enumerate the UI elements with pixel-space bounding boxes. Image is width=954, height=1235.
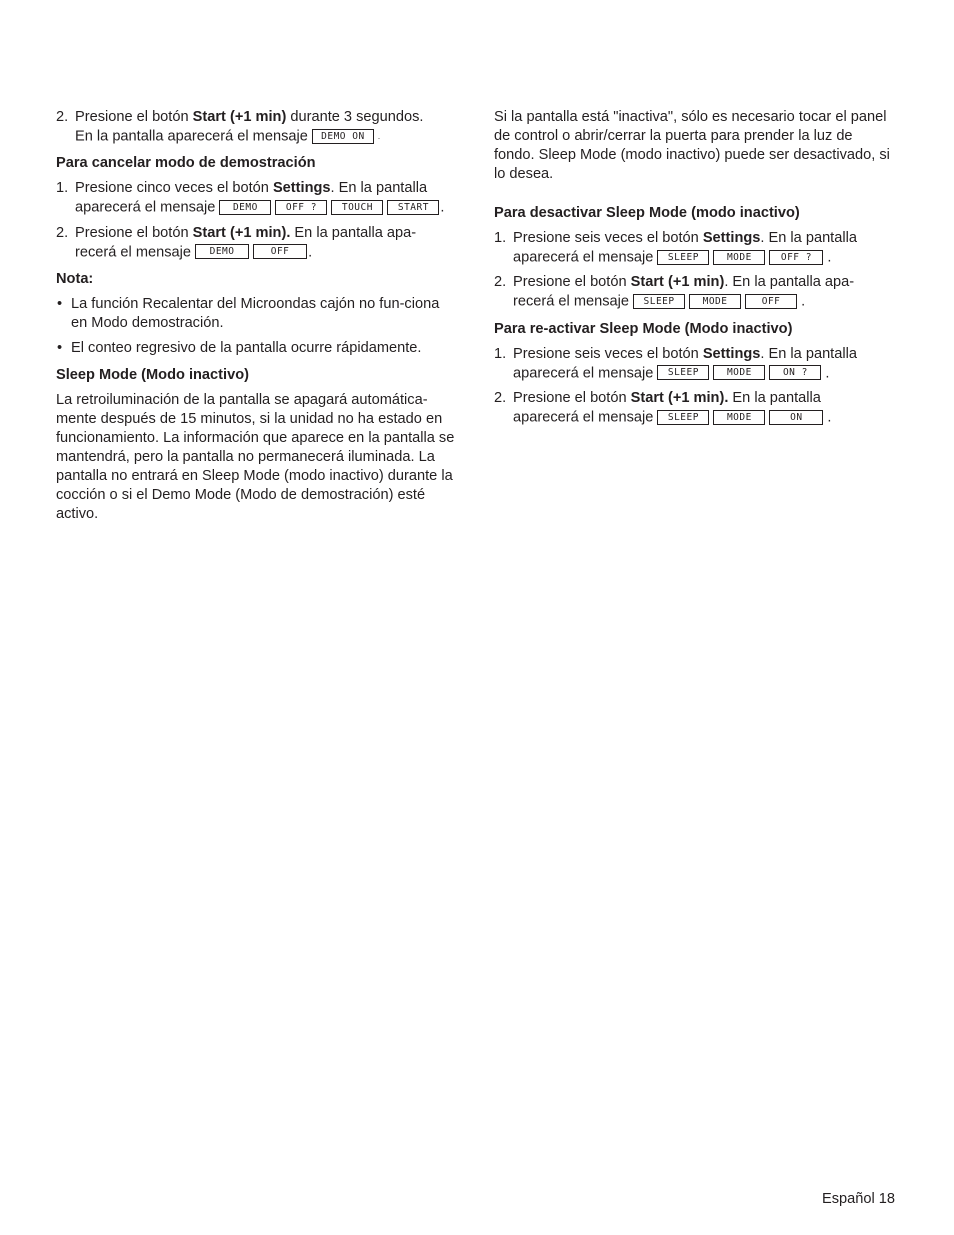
lcd-segment: MODE [713, 365, 765, 380]
deactivate-step-1 [494, 229, 894, 267]
step-text-pre: Presione seis veces el botón [513, 230, 703, 246]
deactivate-step-2 [494, 273, 894, 311]
step-text-line2: aparecerá el mensaje [513, 409, 654, 426]
step-number: 1. [494, 345, 507, 362]
lcd-message [312, 127, 381, 146]
step-number: 2. [56, 224, 69, 241]
bullet-icon: • [57, 340, 63, 357]
lcd-segment: START [387, 200, 439, 215]
step-text-pre: Presione cinco veces el botón [75, 180, 273, 197]
step-text-post: durante 3 segundos. [286, 109, 424, 125]
start-button-label: Start (+1 min) [630, 274, 725, 291]
step-number: 1. [56, 180, 69, 197]
step-text-post: En la pantalla [728, 390, 821, 407]
step-text-post: En la pantalla apa- [290, 224, 417, 241]
nota-heading: Nota: [56, 271, 94, 288]
lcd-segment: OFF ? [275, 200, 327, 215]
step-end: . [827, 409, 832, 426]
start-button-label: Start (+1 min). [630, 390, 729, 407]
step-text-pre: Presione seis veces el botón [513, 345, 703, 362]
lcd-segment: OFF [745, 294, 797, 309]
bullet-icon: • [57, 296, 63, 313]
step-number: 2. [494, 390, 507, 407]
step-end: . [308, 244, 313, 261]
lcd-segment: MODE [689, 294, 741, 309]
sleep-mode-paragraph: La retroiluminación de la pantalla se apagará automática-mente después de 15 minutos, si la unidad no ha estado en funcionamiento. La información que aparece en la pantalla se mantendrá, pero la pantalla no permanecerá iluminada. La pantalla no entrará en Sleep Mode (modo inactivo) durante la cocción o si el Demo Mode (Modo de demostración) esté activo. [56, 392, 455, 523]
lcd-message [633, 292, 801, 311]
settings-button-label: Settings [702, 345, 761, 362]
lcd-segment: DEMO [195, 244, 249, 259]
step-text-post: . En la pantalla [760, 230, 857, 246]
reactivate-heading: Para re-activar Sleep Mode (Modo inactivo) [494, 320, 793, 337]
step-text-pre: Presione el botón [75, 224, 193, 241]
step-text-line2: recerá el mensaje [513, 293, 629, 310]
reactivate-step-1 [494, 345, 894, 383]
lcd-message [657, 408, 827, 427]
page-number: Español 18 [822, 1191, 896, 1207]
lcd-segment: TOUCH [331, 200, 383, 215]
step-text-post: . En la pantalla apa- [724, 274, 855, 291]
intro-paragraph: Si la pantalla está "inactiva", sólo es necesario tocar el panel de control o abrir/cerrar la puerta para prender la luz de fondo. Sleep Mode (modo inactivo) puede ser desactivado, si lo desea. [494, 109, 890, 182]
lcd-message [219, 198, 440, 217]
lcd-segment: SLEEP [633, 294, 685, 309]
lcd-segment: SLEEP [657, 365, 709, 380]
step-end: . [827, 249, 832, 266]
right-column [494, 108, 894, 433]
start-button-label: Start (+1 min) [192, 109, 287, 125]
lcd-segment: SLEEP [657, 410, 709, 425]
deactivate-heading: Para desactivar Sleep Mode (modo inactivo) [494, 205, 800, 221]
step-text-line2: aparecerá el mensaje [75, 199, 216, 216]
step-text-pre: Presione el botón [513, 390, 631, 407]
step-number: 1. [494, 230, 507, 246]
sleep-mode-heading: Sleep Mode (Modo inactivo) [56, 367, 249, 384]
step-text-line2: recerá el mensaje [75, 244, 191, 261]
left-column [56, 108, 456, 538]
lcd-segment: SLEEP [657, 250, 709, 265]
step-text-post: . En la pantalla [760, 345, 857, 362]
lcd-message [195, 243, 308, 262]
lcd-segment: ON [769, 410, 823, 425]
step-end: . [801, 293, 806, 310]
note-bullet [56, 339, 456, 358]
lcd-segment: ON ? [769, 365, 821, 380]
step-text-post: . En la pantalla [330, 180, 428, 197]
demo-step-2 [56, 108, 456, 146]
note-text: La función Recalentar del Microondas cajón no fun-ciona en Modo demostración. [71, 296, 440, 332]
settings-button-label: Settings [272, 180, 331, 197]
cancel-demo-heading: Para cancelar modo de demostración [56, 155, 316, 172]
lcd-segment: MODE [713, 410, 765, 425]
lcd-segment: OFF [253, 244, 307, 259]
step-text-pre: Presione el botón [75, 109, 193, 125]
step-end: . [377, 132, 381, 141]
step-text-pre: Presione el botón [513, 274, 631, 291]
step-text-line2: aparecerá el mensaje [513, 249, 654, 266]
lcd-message [657, 364, 825, 383]
cancel-step-1 [56, 179, 456, 217]
step-end: . [825, 365, 830, 382]
reactivate-step-2 [494, 389, 894, 427]
cancel-step-2 [56, 224, 456, 262]
lcd-segment: OFF ? [769, 250, 823, 265]
step-end: . [440, 199, 445, 216]
settings-button-label: Settings [702, 230, 761, 246]
lcd-segment: DEMO [219, 200, 271, 215]
start-button-label: Start (+1 min). [192, 224, 291, 241]
step-number: 2. [56, 109, 69, 125]
lcd-message [657, 248, 827, 267]
note-bullet [56, 295, 456, 333]
lcd-segment: DEMO ON [312, 129, 374, 144]
lcd-segment: MODE [713, 250, 765, 265]
step-number: 2. [494, 274, 507, 291]
step-text-line2: En la pantalla aparecerá el mensaje [75, 128, 308, 145]
note-text: El conteo regresivo de la pantalla ocurre rápidamente. [71, 340, 422, 357]
step-text-line2: aparecerá el mensaje [513, 365, 654, 382]
